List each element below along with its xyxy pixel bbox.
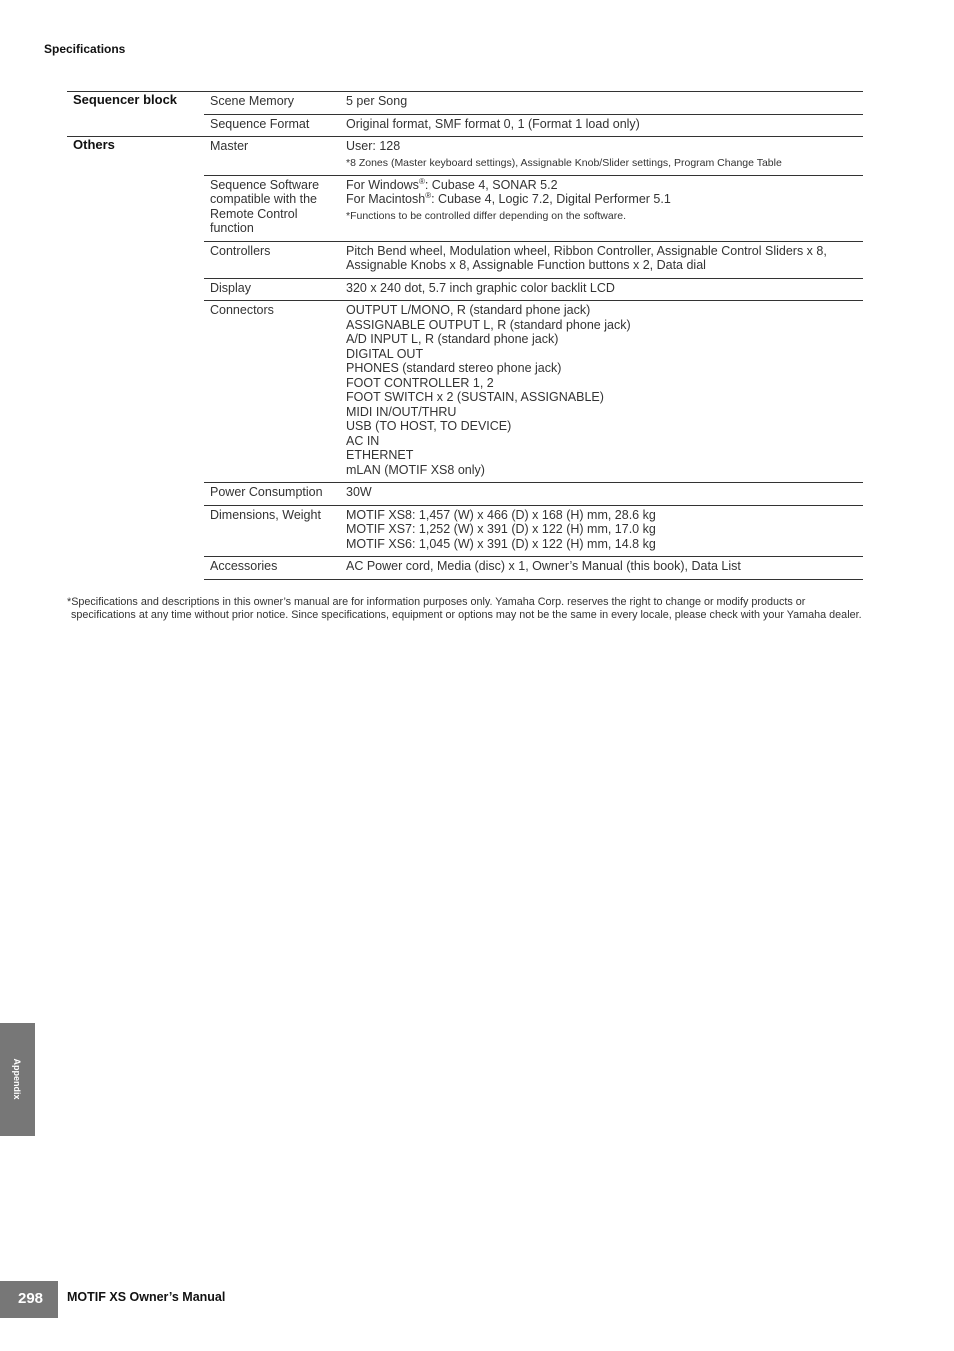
spec-value: [340, 114, 863, 137]
value-note: *Functions to be controlled differ depending on the software.: [346, 209, 626, 222]
value-line: ETHERNET: [346, 448, 414, 462]
value-line: MOTIF XS7: 1,252 (W) x 391 (D) x 122 (H) mm, 17.0 kg: [346, 522, 656, 536]
value-line: Pitch Bend wheel, Modulation wheel, Ribbon Controller, Assignable Control Sliders x 8,: [346, 243, 827, 258]
value-note: *8 Zones (Master keyboard settings), Assignable Knob/Slider settings, Program Change Table: [346, 156, 782, 169]
spec-item: Display: [204, 278, 340, 301]
spec-value: [340, 557, 863, 580]
mac-suffix: : Cubase 4, Logic 7.2, Digital Performer 5.1: [431, 192, 671, 206]
value-line: [346, 178, 857, 193]
spec-item: Master: [204, 137, 340, 176]
value-line: ASSIGNABLE OUTPUT L, R (standard phone jack): [346, 317, 631, 332]
value-line: Original format, SMF format 0, 1 (Format 1 load only): [346, 116, 640, 131]
value-line: OUTPUT L/MONO, R (standard phone jack): [346, 303, 591, 317]
spec-item: Sequence Software compatible with the Remote Control function: [204, 175, 340, 241]
table-row: [67, 92, 863, 115]
spec-value: [340, 278, 863, 301]
spec-value: [340, 137, 863, 176]
table-row: [67, 137, 863, 176]
windows-suffix: : Cubase 4, SONAR 5.2: [424, 177, 558, 192]
value-line: MOTIF XS8: 1,457 (W) x 466 (D) x 168 (H) mm, 28.6 kg: [346, 507, 656, 522]
spec-value: [340, 175, 863, 241]
page-number-box: [0, 1281, 58, 1318]
value-line: FOOT CONTROLLER 1, 2: [346, 375, 494, 390]
value-line: A/D INPUT L, R (standard phone jack): [346, 332, 559, 346]
value-line: 320 x 240 dot, 5.7 inch graphic color backlit LCD: [346, 280, 615, 295]
manual-title: MOTIF XS Owner’s Manual: [67, 1290, 226, 1304]
spec-value: [340, 241, 863, 278]
value-line: AC Power cord, Media (disc) x 1, Owner’s Manual (this book), Data List: [346, 559, 741, 573]
value-line: AC IN: [346, 433, 380, 448]
spec-item: Power Consumption: [204, 483, 340, 506]
spec-item: Connectors: [204, 301, 340, 483]
registered-mark: ®: [425, 191, 432, 200]
value-line: 5 per Song: [346, 94, 408, 108]
value-line: User: 128: [346, 139, 401, 153]
value-line: PHONES (standard stereo phone jack): [346, 361, 562, 375]
mac-prefix: For Macintosh: [346, 192, 426, 206]
value-line: USB (TO HOST, TO DEVICE): [346, 419, 512, 433]
category-label: Others: [67, 137, 204, 580]
spec-value: [340, 92, 863, 115]
category-label: Sequencer block: [67, 92, 204, 137]
disclaimer-footnote: *Specifications and descriptions in this owner’s manual are for information purposes only. Yamaha Corp. reserves the right to change or modify products or specifications at any time without prior notice. Since specifications, equipment or options may not be the same in every locale, please check with your Yamaha dealer.: [67, 596, 862, 621]
value-line: 30W: [346, 485, 372, 499]
value-line: [346, 192, 857, 207]
spec-value: [340, 301, 863, 483]
value-line: MIDI IN/OUT/THRU: [346, 404, 457, 419]
spec-value: [340, 483, 863, 506]
windows-prefix: For Windows: [346, 177, 419, 192]
side-tab-label: Appendix: [12, 1058, 22, 1100]
registered-mark: ®: [418, 176, 425, 186]
spec-item: Dimensions, Weight: [204, 505, 340, 557]
page-section-title: Specifications: [44, 42, 126, 56]
spec-value: [340, 505, 863, 557]
spec-item: Accessories: [204, 557, 340, 580]
value-line: mLAN (MOTIF XS8 only): [346, 462, 485, 477]
spec-item: Sequence Format: [204, 114, 340, 137]
page-number: 298: [18, 1290, 44, 1307]
value-line: DIGITAL OUT: [346, 346, 424, 361]
appendix-side-tab[interactable]: [0, 1023, 35, 1136]
value-line: Assignable Knobs x 8, Assignable Function buttons x 2, Data dial: [346, 258, 706, 272]
specifications-table: [67, 91, 863, 580]
value-line: FOOT SWITCH x 2 (SUSTAIN, ASSIGNABLE): [346, 390, 604, 404]
spec-item: Scene Memory: [204, 92, 340, 115]
spec-item: Controllers: [204, 241, 340, 278]
value-line: MOTIF XS6: 1,045 (W) x 391 (D) x 122 (H) mm, 14.8 kg: [346, 536, 656, 551]
